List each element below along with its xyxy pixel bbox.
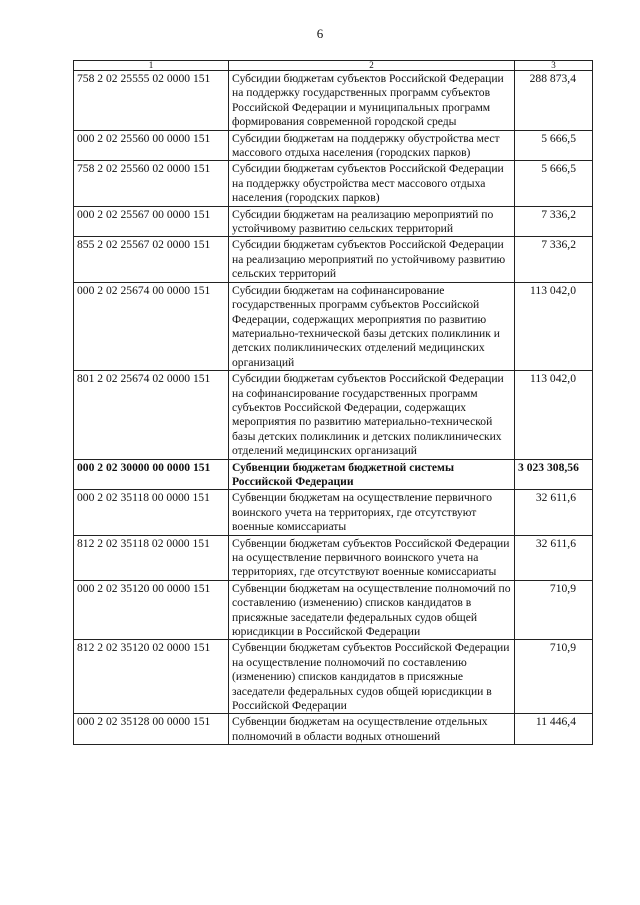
row-amount-cell: 7 336,2 xyxy=(515,206,593,237)
row-code-cell: 000 2 02 25560 00 0000 151 xyxy=(74,130,229,161)
row-code-cell: 855 2 02 25567 02 0000 151 xyxy=(74,237,229,282)
header-col-amount: 3 xyxy=(515,61,593,71)
row-code-cell: 000 2 02 35128 00 0000 151 xyxy=(74,714,229,745)
row-amount-cell: 32 611,6 xyxy=(515,490,593,535)
row-amount-cell: 3 023 308,56 xyxy=(515,459,593,490)
row-name-cell: Субсидии бюджетам на софинансирование государственных программ субъектов Российской Федерации, содержащих мероприятия по развитию материально-технической базы детских поликлиник и детских поликлинических отделений медицинских организаций xyxy=(229,282,515,370)
row-name-cell: Субсидии бюджетам на поддержку обустройства мест массового отдыха населения (городских парков) xyxy=(229,130,515,161)
table-row xyxy=(74,71,593,131)
row-amount-cell: 5 666,5 xyxy=(515,130,593,161)
row-amount-cell: 710,9 xyxy=(515,580,593,640)
table-row xyxy=(74,714,593,745)
budget-table xyxy=(73,60,593,745)
row-code-cell: 000 2 02 35118 00 0000 151 xyxy=(74,490,229,535)
row-code-cell: 758 2 02 25560 02 0000 151 xyxy=(74,161,229,206)
table-row xyxy=(74,282,593,370)
row-name-cell: Субвенции бюджетам субъектов Российской Федерации на осуществление первичного воинского учета на территориях, где отсутствуют военные комиссариаты xyxy=(229,535,515,580)
row-code-cell: 000 2 02 25674 00 0000 151 xyxy=(74,282,229,370)
row-name-cell: Субсидии бюджетам на реализацию мероприятий по устойчивому развитию сельских территорий xyxy=(229,206,515,237)
row-code-cell: 801 2 02 25674 02 0000 151 xyxy=(74,371,229,459)
table-row xyxy=(74,206,593,237)
table-row xyxy=(74,640,593,714)
row-amount-cell: 113 042,0 xyxy=(515,371,593,459)
row-code-cell: 000 2 02 30000 00 0000 151 xyxy=(74,459,229,490)
table-row xyxy=(74,580,593,640)
row-name-cell: Субвенции бюджетам субъектов Российской Федерации на осуществление полномочий по составлению (изменению) списков кандидатов в присяжные заседатели федеральных судов общей юрисдикции в Российской Федерации xyxy=(229,640,515,714)
table-row xyxy=(74,237,593,282)
row-name-cell: Субвенции бюджетам на осуществление полномочий по составлению (изменению) списков кандидатов в присяжные заседатели федеральных судов общей юрисдикции в Российской Федерации xyxy=(229,580,515,640)
row-name-cell: Субвенции бюджетам на осуществление первичного воинского учета на территориях, где отсутствуют военные комиссариаты xyxy=(229,490,515,535)
table-row xyxy=(74,130,593,161)
page-number: 6 xyxy=(316,26,324,41)
row-name-cell: Субвенции бюджетам на осуществление отдельных полномочий в области водных отношений xyxy=(229,714,515,745)
header-col-name: 2 xyxy=(229,61,515,71)
row-amount-cell: 113 042,0 xyxy=(515,282,593,370)
row-name-cell: Субсидии бюджетам субъектов Российской Федерации на поддержку государственных программ субъектов Российской Федерации и муниципальных программ формирования современной городской среды xyxy=(229,71,515,131)
row-code-cell: 758 2 02 25555 02 0000 151 xyxy=(74,71,229,131)
table-row xyxy=(74,490,593,535)
row-code-cell: 812 2 02 35118 02 0000 151 xyxy=(74,535,229,580)
row-amount-cell: 32 611,6 xyxy=(515,535,593,580)
row-code-cell: 000 2 02 25567 00 0000 151 xyxy=(74,206,229,237)
row-amount-cell: 5 666,5 xyxy=(515,161,593,206)
row-code-cell: 812 2 02 35120 02 0000 151 xyxy=(74,640,229,714)
table-body xyxy=(74,61,593,745)
row-amount-cell: 7 336,2 xyxy=(515,237,593,282)
table-row xyxy=(74,459,593,490)
row-amount-cell: 11 446,4 xyxy=(515,714,593,745)
header-col-code: 1 xyxy=(74,61,229,71)
table-header-row xyxy=(74,61,593,71)
table-row xyxy=(74,535,593,580)
table-row xyxy=(74,371,593,459)
row-name-cell: Субвенции бюджетам бюджетной системы Российской Федерации xyxy=(229,459,515,490)
table-row xyxy=(74,161,593,206)
row-amount-cell: 288 873,4 xyxy=(515,71,593,131)
row-code-cell: 000 2 02 35120 00 0000 151 xyxy=(74,580,229,640)
row-name-cell: Субсидии бюджетам субъектов Российской Федерации на поддержку обустройства мест массового отдыха населения (городских парков) xyxy=(229,161,515,206)
row-name-cell: Субсидии бюджетам субъектов Российской Федерации на реализацию мероприятий по устойчивому развитию сельских территорий xyxy=(229,237,515,282)
row-name-cell: Субсидии бюджетам субъектов Российской Федерации на софинансирование государственных программ субъектов Российской Федерации, содержащих мероприятия по развитию материально-технической базы детских поликлиник и детских поликлинических отделений медицинских организаций xyxy=(229,371,515,459)
row-amount-cell: 710,9 xyxy=(515,640,593,714)
